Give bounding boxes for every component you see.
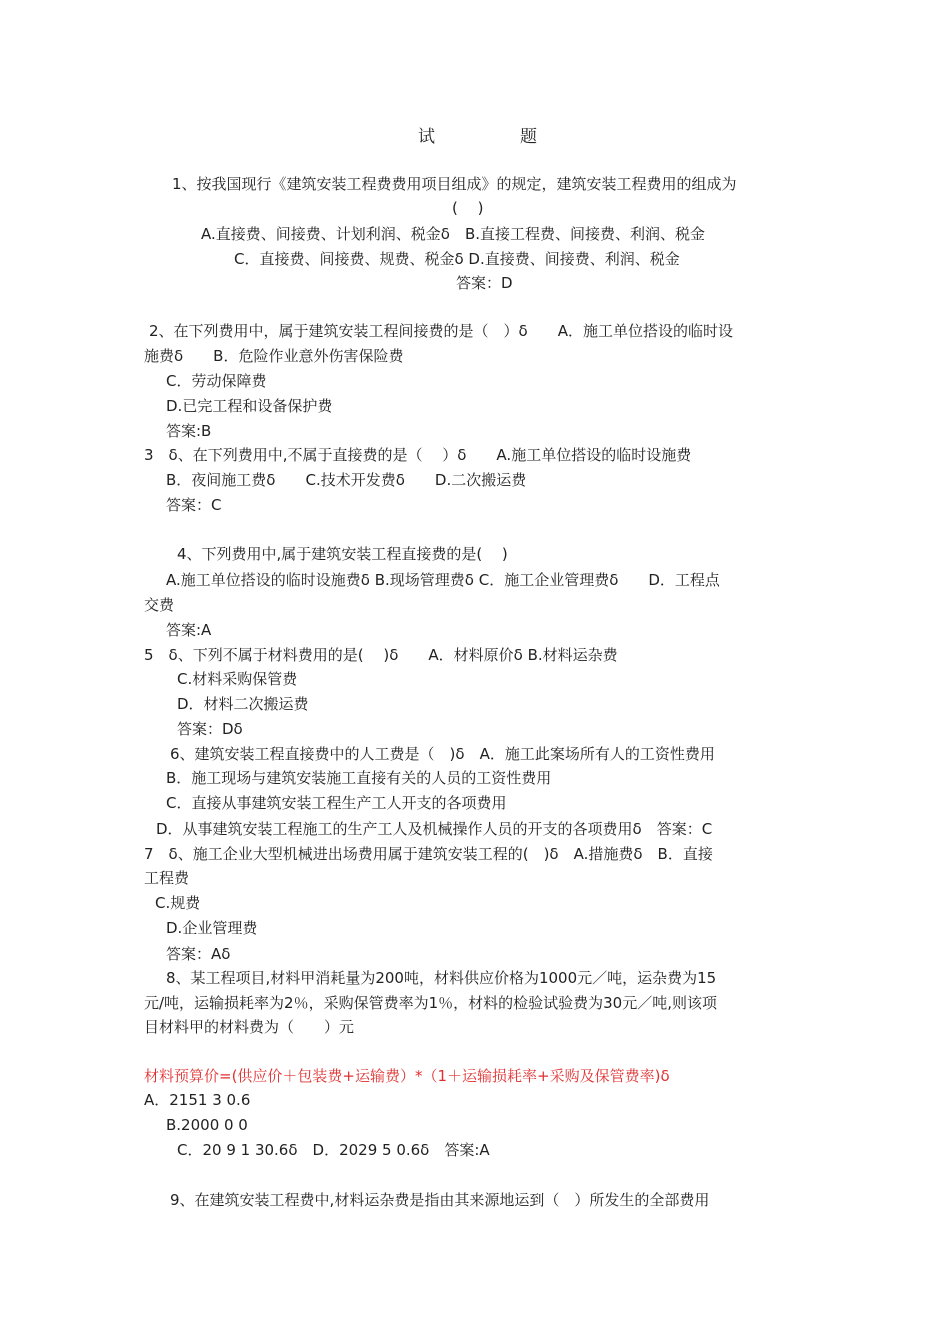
q1-options-ab: A.直接费、间接费、计划利润、税金ẟ B.直接工程费、间接费、利润、税金 <box>201 225 706 243</box>
q7-option-c: C.规费 <box>155 894 201 912</box>
q6-option-d-answer: D．从事建筑安装工程施工的生产工人及机械操作人员的开支的各项费用ẟ 答案：C <box>156 820 713 838</box>
q7-stem-cont: 工程费 <box>144 869 190 887</box>
q8-stem-cont2: 目材料甲的材料费为（ ）元 <box>144 1018 355 1036</box>
q7-option-d: D.企业管理费 <box>166 919 258 937</box>
q9-stem: 9、在建筑安装工程费中,材料运杂费是指由其来源地运到（ ）所发生的全部费用 <box>170 1191 710 1209</box>
q1-blank: ( ) <box>452 199 484 217</box>
q8-option-b: B.2000 0 0 <box>166 1116 248 1134</box>
q1-answer: 答案：D <box>456 274 513 292</box>
q1-stem: 1、按我国现行《建筑安装工程费费用项目组成》的规定，建筑安装工程费用的组成为 <box>172 175 737 193</box>
q8-option-a: A．2151 3 0.6 <box>144 1091 251 1109</box>
q4-options-cont: 交费 <box>144 596 175 614</box>
q2-stem-cont: 施费ẟ B．危险作业意外伤害保险费 <box>144 347 404 365</box>
q1-options-cd: C．直接费、间接费、规费、税金ẟ D.直接费、间接费、利润、税金 <box>234 250 680 268</box>
q2-answer: 答案:B <box>166 422 212 440</box>
q8-stem: 8、某工程项目,材料甲消耗量为200吨，材料供应价格为1000元／吨，运杂费为15 <box>166 969 717 987</box>
q3-stem: 3 ẟ、在下列费用中,不属于直接费的是（ ）ẟ A.施工单位搭设的临时设施费 <box>144 446 692 464</box>
q6-option-b: B．施工现场与建筑安装施工直接有关的人员的工资性费用 <box>166 769 552 787</box>
q5-answer: 答案：Dẟ <box>177 720 243 738</box>
page-title: 试 题 <box>418 127 537 147</box>
q4-answer: 答案:A <box>166 621 212 639</box>
q2-stem: 2、在下列费用中，属于建筑安装工程间接费的是（ ）ẟ A．施工单位搭设的临时设 <box>149 322 733 340</box>
q7-stem: 7 ẟ、施工企业大型机械进出场费用属于建筑安装工程的( )ẟ A.措施费ẟ B．直接 <box>144 845 713 863</box>
q7-answer: 答案：Aẟ <box>166 945 231 963</box>
q4-options: A.施工单位搭设的临时设施费ẟ B.现场管理费ẟ C．施工企业管理费ẟ D．工程点 <box>166 571 720 589</box>
q8-options-cd-answer: C．20 9 1 30.6ẟ D．2029 5 0.6ẟ 答案:A <box>177 1141 490 1159</box>
q8-stem-cont: 元/吨，运输损耗率为2％，采购保管费率为1％，材料的检验试验费为30元／吨,则该项 <box>144 994 717 1012</box>
q8-formula: 材料预算价=(供应价＋包装费+运输费）*（1＋运输损耗率+采购及保管费率)ẟ <box>144 1067 670 1085</box>
q5-option-d: D．材料二次搬运费 <box>177 695 309 713</box>
q2-option-d: D.已完工程和设备保护费 <box>166 397 333 415</box>
q4-stem: 4、下列费用中,属于建筑安装工程直接费的是( ) <box>177 545 508 563</box>
q6-stem: 6、建筑安装工程直接费中的人工费是（ )ẟ A．施工此案场所有人的工资性费用 <box>170 745 715 763</box>
q2-option-c: C．劳动保障费 <box>166 372 267 390</box>
q5-option-c: C.材料采购保管费 <box>177 670 298 688</box>
q3-answer: 答案：C <box>166 496 222 514</box>
q5-stem: 5 ẟ、下列不属于材料费用的是( )ẟ A．材料原价ẟ B.材料运杂费 <box>144 646 618 664</box>
q3-options: B．夜间施工费ẟ C.技术开发费ẟ D.二次搬运费 <box>166 471 527 489</box>
q6-option-c: C．直接从事建筑安装工程生产工人开支的各项费用 <box>166 794 507 812</box>
